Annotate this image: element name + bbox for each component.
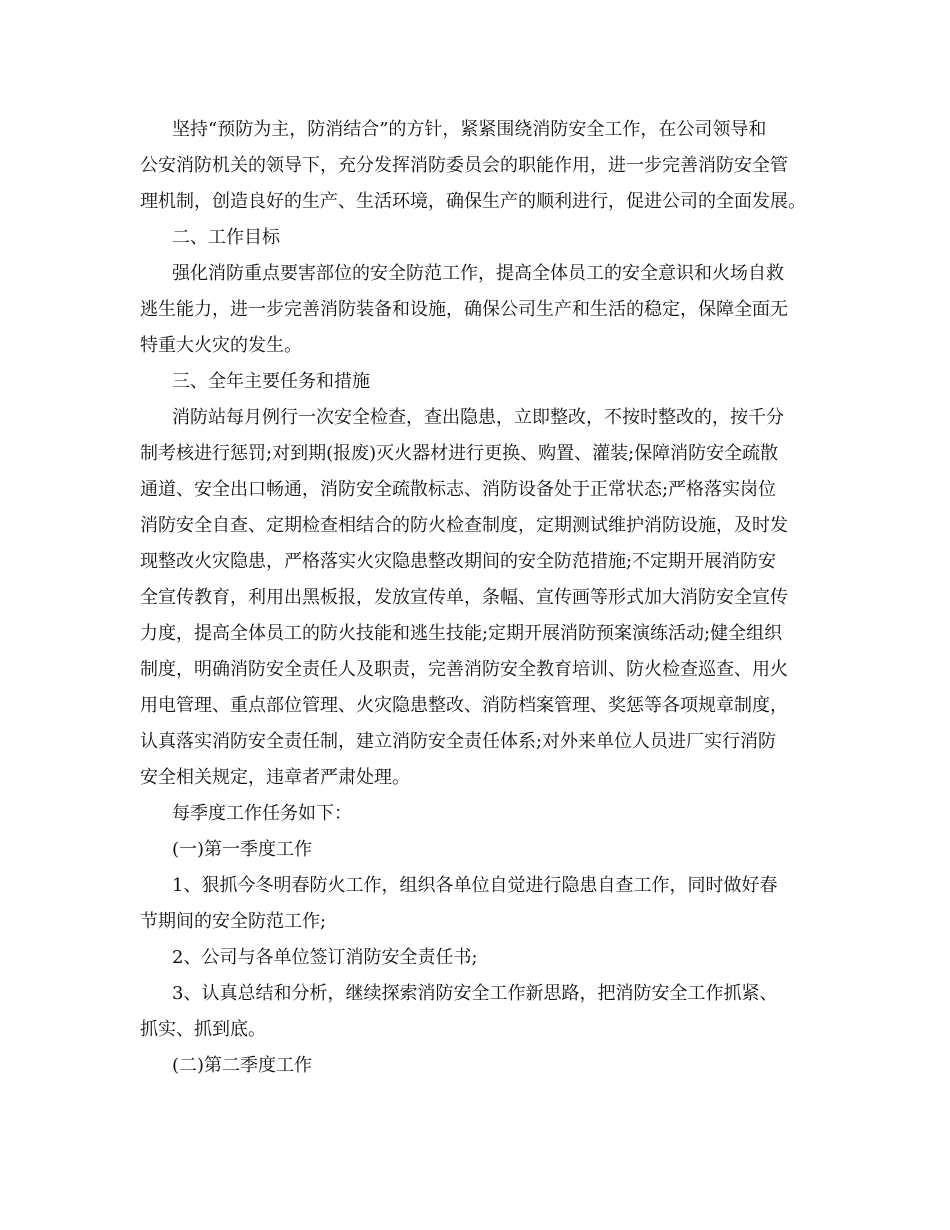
text-line: 强化消防重点要害部位的安全防范工作，提高全体员工的安全意识和火场自救: [172, 263, 784, 284]
text-line: 坚持“预防为主，防消结合”的方针，紧紧围绕消防安全工作，在公司领导和: [172, 119, 767, 140]
text-line: (一)第一季度工作: [172, 839, 313, 860]
text-line: 认真落实消防安全责任制，建立消防安全责任体系;对外来单位人员进厂实行消防: [140, 731, 777, 752]
text-line: 用电管理、重点部位管理、火灾隐患整改、消防档案管理、奖惩等各项规章制度，: [140, 695, 788, 716]
text-line: 公安消防机关的领导下，充分发挥消防委员会的职能作用，进一步完善消防安全管: [140, 155, 788, 176]
text-line: 消防站每月例行一次安全检查，查出隐患，立即整改，不按时整改的，按千分: [172, 407, 784, 428]
text-line: 逃生能力，进一步完善消防装备和设施，确保公司生产和生活的稳定，保障全面无: [140, 299, 788, 320]
document-body: [140, 112, 820, 1084]
text-line: 力度，提高全体员工的防火技能和逃生技能;定期开展消防预案演练活动;健全组织: [140, 623, 783, 644]
text-line: 通道、安全出口畅通，消防安全疏散标志、消防设备处于正常状态;严格落实岗位: [140, 479, 777, 500]
text-line: 安全相关规定，违章者严肃处理。: [140, 767, 410, 788]
text-line: 二、工作目标: [172, 227, 280, 248]
text-line: 1、狠抓今冬明春防火工作，组织各单位自觉进行隐患自查工作，同时做好春: [172, 875, 778, 896]
text-line: 2、公司与各单位签订消防安全责任书;: [172, 947, 478, 968]
text-line: 全宣传教育，利用出黑板报，发放宣传单，条幅、宣传画等形式加大消防安全宣传: [140, 587, 788, 608]
text-line: 抓实、抓到底。: [140, 1019, 266, 1040]
text-line: 消防安全自查、定期检查相结合的防火检查制度，定期测试维护消防设施，及时发: [140, 515, 788, 536]
text-line: 制度，明确消防安全责任人及职责，完善消防安全教育培训、防火检查巡查、用火: [140, 659, 788, 680]
text-line: 3、认真总结和分析，继续探索消防安全工作新思路，把消防安全工作抓紧、: [172, 983, 778, 1004]
text-line: 每季度工作任务如下：: [172, 803, 352, 824]
text-line: (二)第二季度工作: [172, 1055, 313, 1076]
text-line: 节期间的安全防范工作;: [140, 911, 327, 932]
text-line: 理机制，创造良好的生产、生活环境，确保生产的顺利进行，促进公司的全面发展。: [140, 191, 806, 212]
text-line: 三、全年主要任务和措施: [172, 371, 370, 392]
text-line: 现整改火灾隐患，严格落实火灾隐患整改期间的安全防范措施;不定期开展消防安: [140, 551, 777, 572]
text-line: 特重大火灾的发生。: [140, 335, 302, 356]
text-line: 制考核进行惩罚;对到期(报废)灭火器材进行更换、购置、灌装;保障消防安全疏散: [140, 443, 779, 464]
